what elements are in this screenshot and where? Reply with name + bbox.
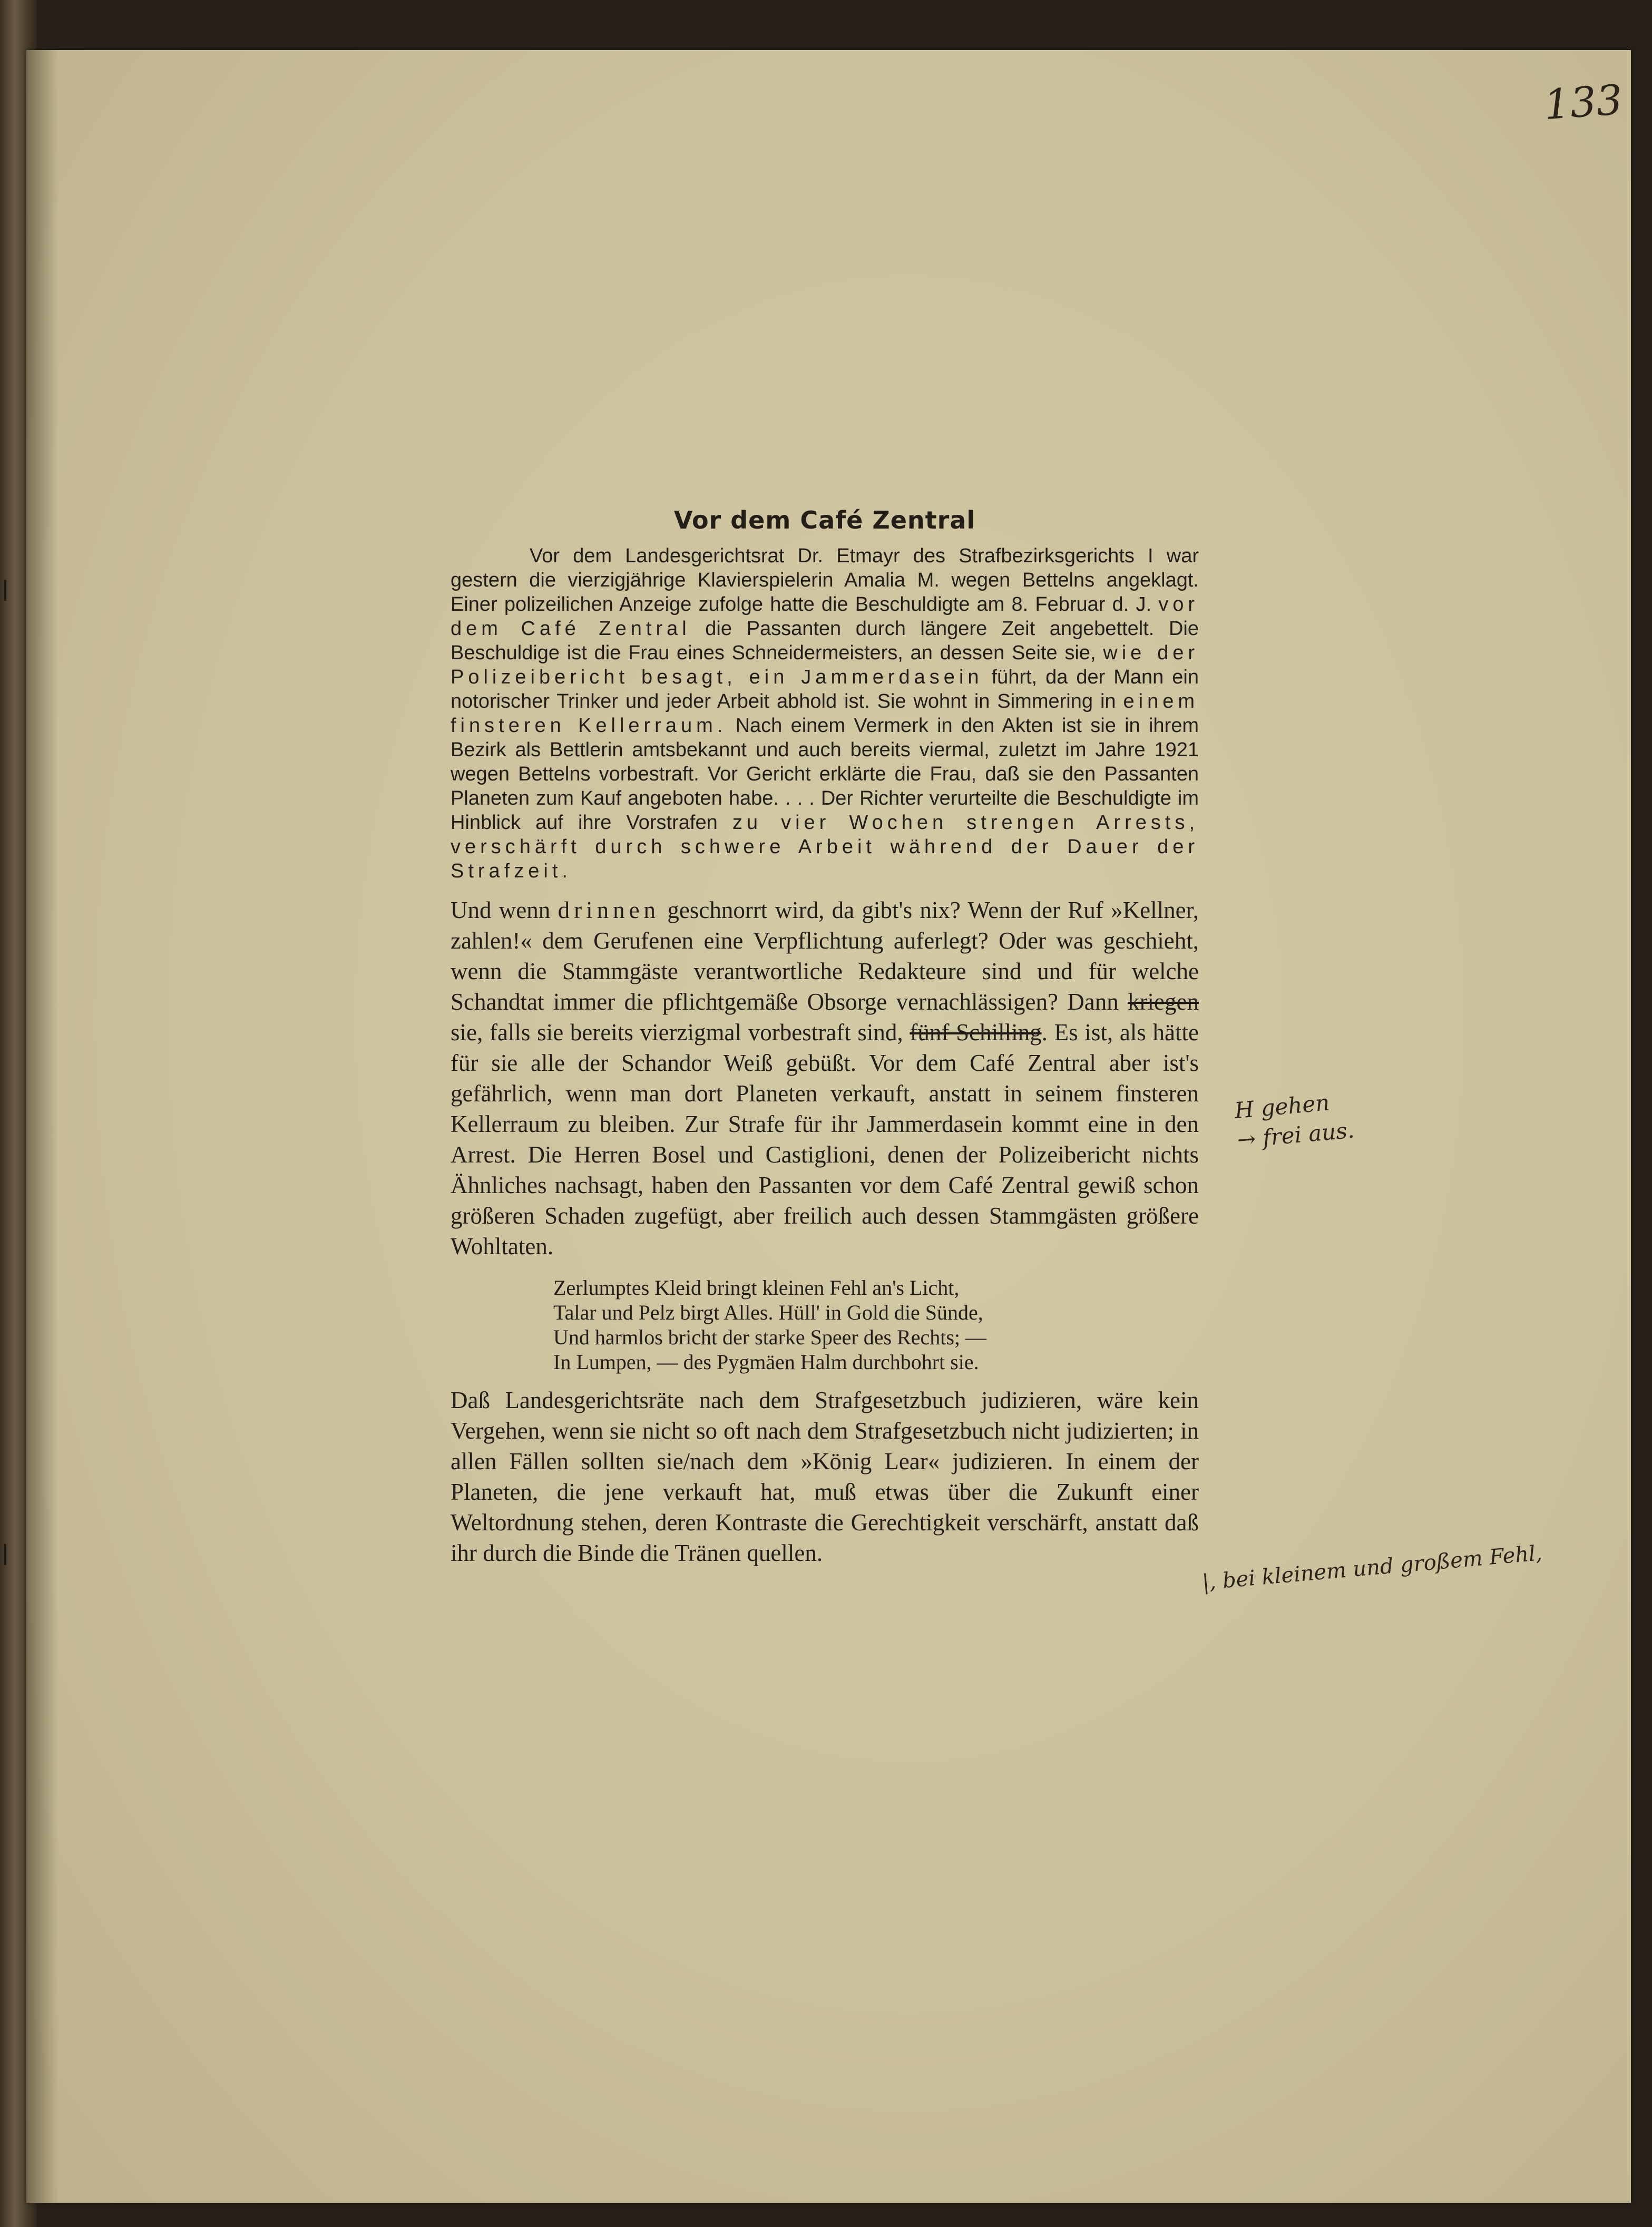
commentary-text: . Es ist, als hätte für sie alle der Schandor Weiß gebüßt. Vor dem Café Zentral aber ist's gefährlich, wenn man dort Planeten verkauft, anstatt in seinem finsteren Kellerraum zu bleiben. Zur Strafe für ihr Jammerdasein kommt eine in den Arrest. Die Herren Bosel und Castiglioni, denen der Polizeibericht nichts Ähnliches nachsagt, haben den Passanten vor dem Café Zentral gewiß schon größeren Schaden zugefügt, aber freilich auch dessen Stammgästen größere Wohltaten. — [451, 1019, 1199, 1259]
handwritten-margin-note — [1234, 1086, 1360, 1155]
verse-quote — [553, 1275, 1199, 1374]
news-text: Vor dem Landesgerichtsrat Dr. Etmayr des Strafbezirksgerichts I war gestern die vierzigjährige Klavierspielerin Amalia M. wegen Bettelns angeklagt. Einer polizeilichen Anzeige zufolge hatte die Beschuldigte am 8. Februar d. J. — [451, 545, 1199, 616]
page-gutter-shadow — [26, 50, 58, 2203]
news-text: Nach einem Vermerk in den Akten ist sie in ihrem Bezirk als Bettlerin amtsbekannt und auch bereits viermal, zuletzt im Jahre 1921 wegen Bettelns vorbestraft. Vor Gericht erklärte die Frau, daß sie den Passanten Planeten zum Kauf angeboten habe. . . . Der Richter verurteilte die Beschuldigte im Hinblick auf ihre Vorstrafen — [451, 715, 1199, 834]
margin-note-line: H gehen — [1233, 1089, 1331, 1124]
commentary-paragraph-2: Daß Landesgerichtsräte nach dem Strafgesetzbuch judizieren, wäre kein Vergehen, wenn sie nicht so oft nach dem Strafgesetzbuch nicht judizierten; in allen Fällen sollten sie/nach dem »König Lear« judizieren. In einem der Planeten, die jene verkauft hat, muß etwas über die Zukunft einer Weltordnung stehen, deren Kontraste die Gerechtigkeit verschärft, anstatt daß ihr durch die Binde die Tränen quellen. — [451, 1387, 1199, 1566]
struck-phrase: fünf Schilling — [910, 1019, 1042, 1046]
verse-line: Talar und Pelz birgt Alles. Hüll' in Gold die Sünde, — [553, 1301, 983, 1324]
commentary-emphasis: drinnen — [558, 897, 660, 923]
news-text: die Passanten durch längere Zeit angebettelt. Die Beschuldige ist die Frau eines Schneidermeisters, an dessen Seite sie, — [451, 618, 1199, 664]
verse-line: In Lumpen, — des Pygmäen Halm durchbohrt sie. — [553, 1350, 979, 1374]
edge-mark — [4, 1544, 18, 1565]
margin-note-line: → frei aus. — [1236, 1117, 1355, 1153]
verse-line: Zerlumptes Kleid bringt kleinen Fehl an's Licht, — [553, 1276, 960, 1300]
news-emphasis: einem finsteren Kellerraum. — [451, 690, 1199, 737]
news-emphasis: wie der Polizeibericht besagt, ein Jammerdasein — [451, 642, 1199, 688]
edge-mark — [4, 580, 18, 601]
struck-word: kriegen — [1128, 989, 1199, 1015]
news-report — [451, 544, 1199, 883]
commentary-paragraph-1 — [451, 895, 1199, 1262]
handwritten-margin-note: |, bei kleinem und großem Fehl, — [1201, 1541, 1543, 1595]
commentary-text: Und wenn — [451, 897, 558, 923]
commentary-text: geschnorrt wird, da gibt's nix? Wenn der Ruf »Kellner, zahlen!« dem Gerufenen eine Verpflichtung auferlegt? Oder was geschieht, wenn die Stammgäste verantwortliche Redakteure sind und für welche Schandtat immer die pflichtgemäße Obsorge vernachlässigen? Dann — [451, 897, 1199, 1015]
article-title: Vor dem Café Zentral — [673, 506, 976, 534]
article — [451, 506, 1199, 1568]
news-emphasis: vor dem Café Zentral — [451, 593, 1199, 640]
verse-line: Und harmlos bricht der starke Speer des Rechts; — — [553, 1325, 987, 1349]
commentary-text: sie, falls sie bereits vierzigmal vorbestraft sind, — [451, 1019, 910, 1046]
handwritten-page-number: 133 — [1542, 76, 1624, 130]
news-text: führt, da der Mann ein notorischer Trinker und jeder Arbeit abhold ist. Sie wohnt in Simmering in — [451, 666, 1199, 712]
news-emphasis: zu vier Wochen strengen Arrests, verschärft durch schwere Arbeit während der Dauer der Strafzeit. — [451, 812, 1199, 882]
